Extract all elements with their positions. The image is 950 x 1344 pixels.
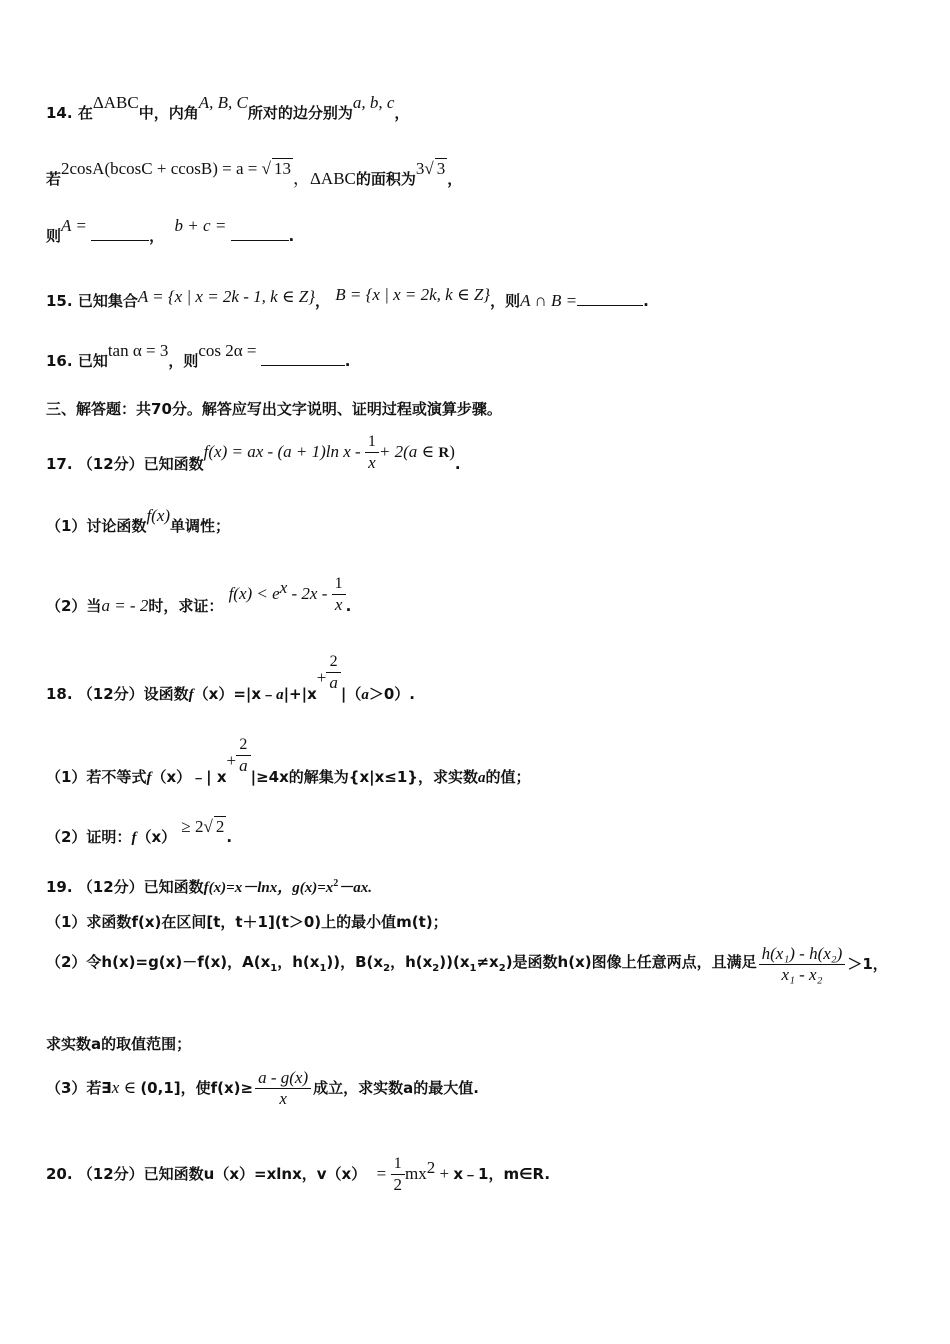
q18-text: 18. （12分）设函数f（x）=|x﹣a|+|x [46, 685, 317, 703]
q14-line3: 则A = ， b + c = . [46, 216, 295, 245]
answer-blank-b-plus-c[interactable] [231, 226, 289, 241]
q14-number: 14. [46, 104, 73, 122]
answer-blank-cos2a[interactable] [261, 351, 345, 366]
q20-line: 20. （12分）已知函数u（x）=xlnx，v（x） = $\frac{1}{2}$ $mx^2$ + x﹣1，m∈R. [46, 1155, 551, 1194]
q18-line: 18. （12分）设函数f（x）=|x﹣a|+|x+ $\frac{2}{a}$ |（a＞0）. [46, 653, 415, 703]
q19-slope-fraction: $\frac{\text{h(x₁) - h(x₂)}}{\text{x₁ - x₂}}$ [759, 944, 846, 985]
section-heading: 三、解答题：共70分。解答应写出文字说明、证明过程或演算步骤。 [46, 400, 502, 418]
q14-line1: 14. 在ΔABC中，内角A, B, C所对的边分别为a, b, c， [46, 93, 410, 122]
q15-set-B: B = {x | x = 2k, k ∈ Z} [335, 285, 491, 304]
q14-triangle: ΔABC [92, 93, 139, 112]
q17-part1: （1）讨论函数f(x)单调性； [46, 506, 231, 535]
q19-part2-line2: 求实数a的取值范围； [46, 1035, 192, 1053]
q17-fraction: $\frac{1}{x}$ [365, 432, 379, 473]
q14-line2: 若2cosA(bcosC + ccosB) = a = √ 13，ΔABC的面积为3√ 3， [46, 159, 463, 188]
q17-function: f(x) = ax - (a + 1)ln x - [203, 442, 365, 461]
q14-area-value: 3√ 3 [415, 159, 446, 178]
q16-number: 16. [46, 352, 73, 370]
q17-part2: （2）当a = - 2时，求证： $f(x) < e^x - 2x$ - $\frac{1}{x}$ . [46, 575, 352, 615]
q14-b-plus-c: b + c = [174, 216, 231, 235]
q14-sides: a, b, c [352, 93, 395, 112]
q15-set-A: A = {x | x = 2k - 1, k ∈ Z} [137, 287, 315, 306]
q14-angle-A: A = [61, 216, 92, 235]
q19-line: 19. （12分）已知函数f(x)=x－lnx，$g(x)=x^2-ax$. [46, 878, 373, 896]
answer-blank-intersection[interactable] [577, 291, 643, 306]
q14-condition: 2cosA(bcosC + ccosB) = a = √ 13 [61, 159, 291, 178]
q14-angles: A, B, C [198, 93, 248, 112]
q15-line: 15. 已知集合A = {x | x = 2k - 1, k ∈ Z}， B = {x | x = 2k, k ∈ Z}，则A ∩ B = . [46, 285, 649, 310]
q19-part1: （1）求函数f(x)在区间[t，t＋1](t＞0)上的最小值m(t)； [46, 913, 448, 931]
q17-line: 17. （12分）已知函数f(x) = ax - (a + 1)ln x - $\frac{1}{x}$ + 2(a ∈ R). [46, 433, 461, 473]
q19-part3: （3）若∃x ∈ (0,1]，使f(x)≥ $\frac{a - g(x)}{x}$ 成立，求实数a的最大值. [46, 1068, 479, 1108]
q15-intersection: A ∩ B = [520, 291, 578, 310]
q15-number: 15. [46, 292, 73, 310]
q16-line: 16. 已知tan α = 3，则cos 2α = . [46, 341, 351, 370]
q18-part2: （2）证明：f（x） ≥ 2√ 2. [46, 817, 233, 846]
q18-part1: （1）若不等式f（x）﹣| x+ $\frac{2}{a}$ |≥4x的解集为{x|x≤1}，求实数a的值； [46, 736, 531, 786]
answer-blank-angle-A[interactable] [91, 226, 149, 241]
q16-expression: cos 2α = [198, 341, 261, 360]
q19-part2: （2）令h(x)=g(x)－f(x)，$A(x_1$，$h(x_1)$)，$B(x_2$，$h(x_2))(x_1\ne x_2)$是函数h(x)图像上任意两点，且满足 $\frac{\text{h(x₁) - h(x₂)}}{\text{x₁ - x₂}}$ ＞1， [46, 944, 888, 984]
q17-heading: 17. （12分）已知函数 [46, 455, 204, 473]
q16-condition: tan α = 3 [107, 341, 169, 360]
